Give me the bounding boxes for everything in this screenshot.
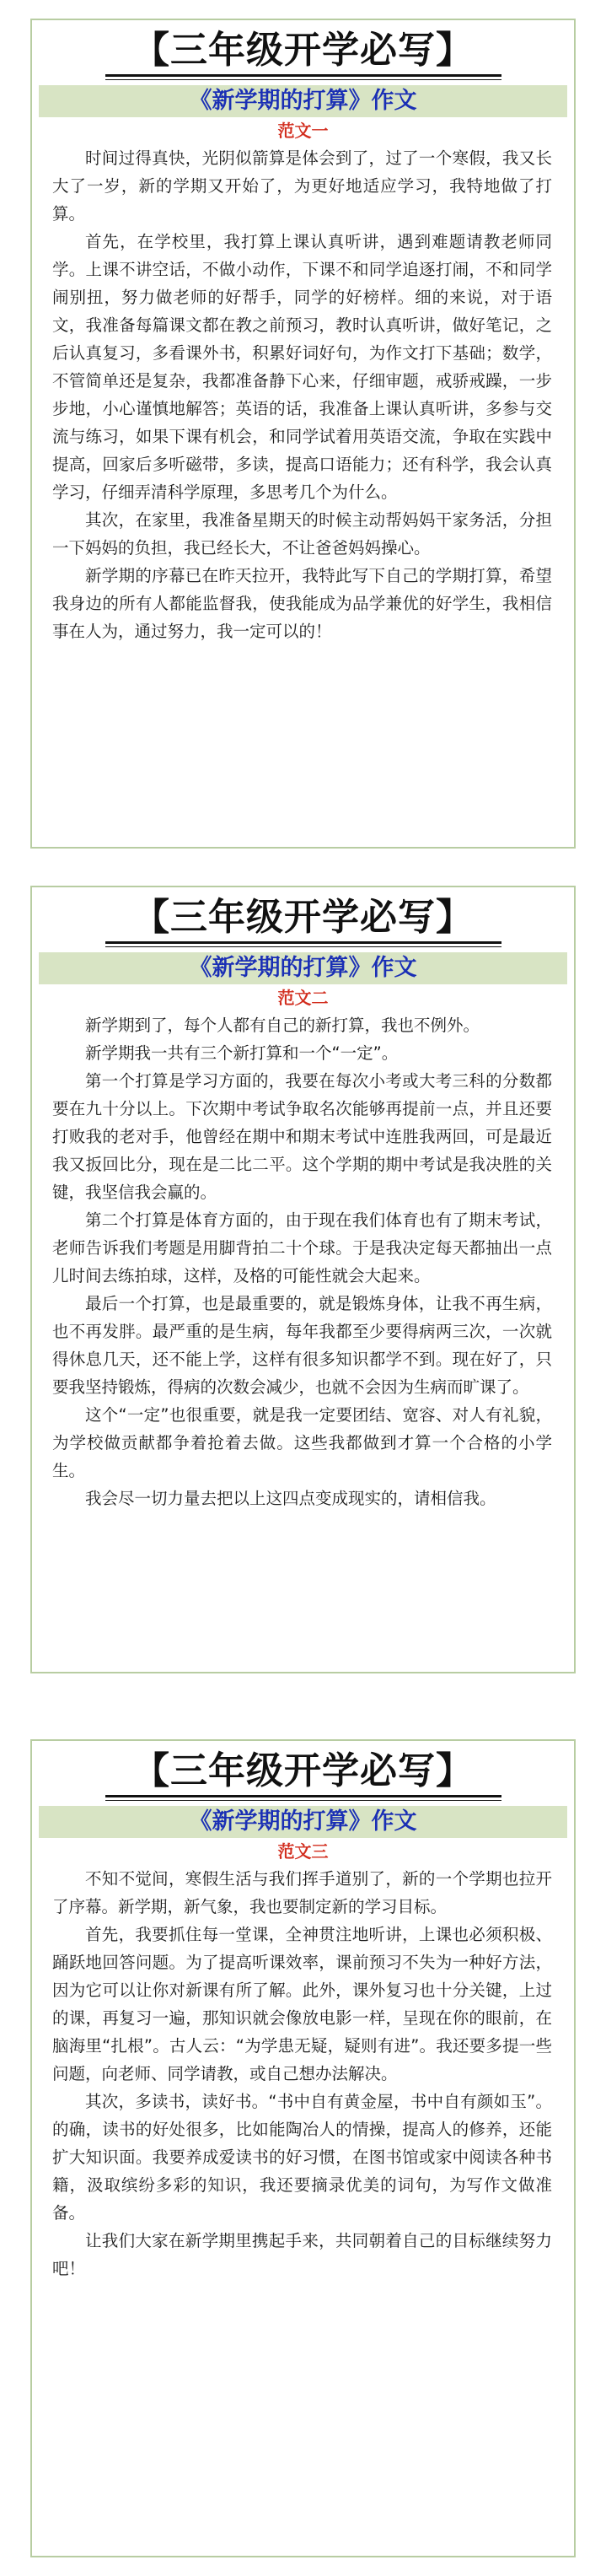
essay-body xyxy=(32,1865,574,2282)
paragraph: 时间过得真快，光阴似箭算是体会到了，过了一个寒假，我又长大了一岁，新的学期又开始了，为更好地适应学习，我特地做了打算。 xyxy=(52,148,552,224)
essay-subtitle: 《新学期的打算》作文 xyxy=(39,952,567,984)
paragraph: 其次，多读书，读好书。“书中自有黄金屋，书中自有颜如玉”。的确，读书的好处很多，比如能陶冶人的情操，提高人的修养，还能扩大知识面。我要养成爱读书的好习惯，在图书馆或家中阅读各种书籍，汲取缤纷多彩的知识，我还要摘录优美的词句，为写作文做准备。 xyxy=(52,2092,552,2223)
paragraph: 新学期的序幕已在昨天拉开，我特此写下自己的学期打算，希望我身边的所有人都能监督我，使我能成为品学兼优的好学生，我相信事在人为，通过努力，我一定可以的！ xyxy=(52,566,552,641)
essay-title: 【三年级开学必写】 xyxy=(132,29,474,72)
paragraph: 首先，在学校里，我打算上课认真听讲，遇到难题请教老师同学。上课不讲空话，不做小动作，下课不和同学追逐打闹，不和同学闹别扭，努力做老师的好帮手，同学的好榜样。细的来说，对于语文，我准备每篇课文都在教之前预习，教时认真听讲，做好笔记，之后认真复习，多看课外书，积累好词好句，为作文打下基础；数学，不管简单还是复杂，我都准备静下心来，仔细审题，戒骄戒躁，一步步地，小心谨慎地解答；英语的话，我准备上课认真听讲，多参与交流与练习，如果下课有机会，和同学试着用英语交流，争取在实践中提高，回家后多听磁带，多读，提高口语能力；还有科学，我会认真学习，仔细弄清科学原理，多思考几个为什么。 xyxy=(52,232,552,502)
essay-card-1 xyxy=(30,19,576,849)
essay-subtitle: 《新学期的打算》作文 xyxy=(39,85,567,117)
title-underline xyxy=(105,941,501,947)
paragraph: 新学期到了，每个人都有自己的新打算，我也不例外。 xyxy=(85,1016,480,1035)
essay-title: 【三年级开学必写】 xyxy=(132,896,474,939)
paragraph: 首先，我要抓住每一堂课，全神贯注地听讲，上课也必须积极、踊跃地回答问题。为了提高听课效率，课前预习不失为一种好方法，因为它可以让你对新课有所了解。此外，课外复习也十分关键，上过的课，再复习一遍，那知识就会像放电影一样，呈现在你的眼前，在脑海里“扎根”。古人云：“为学患无疑，疑则有进”。我还要多提一些问题，向老师、同学请教，或自己想办法解决。 xyxy=(52,1925,552,2083)
essay-title: 【三年级开学必写】 xyxy=(132,1749,474,1792)
sample-label: 范文二 xyxy=(277,988,329,1008)
essay-card-2 xyxy=(30,886,576,1673)
essay-card-3 xyxy=(30,1739,576,2557)
paragraph: 新学期我一共有三个新打算和一个“一定”。 xyxy=(85,1043,399,1063)
title-underline xyxy=(105,1795,501,1801)
sample-label: 范文三 xyxy=(277,1841,329,1862)
paragraph: 最后一个打算，也是最重要的，就是锻炼身体，让我不再生病，也不再发胖。最严重的是生病，每年我都至少要得病两三次，一次就得休息几天，还不能上学，这样有很多知识都学不到。现在好了，只要我坚持锻炼，得病的次数会减少，也就不会因为生病而旷课了。 xyxy=(52,1294,552,1397)
paragraph: 让我们大家在新学期里携起手来，共同朝着自己的目标继续努力吧！ xyxy=(52,2231,552,2278)
paragraph: 不知不觉间，寒假生活与我们挥手道别了，新的一个学期也拉开了序幕。新学期，新气象，我也要制定新的学习目标。 xyxy=(52,1869,552,1916)
paragraph: 这个“一定”也很重要，就是我一定要团结、宽容、对人有礼貌，为学校做贡献都争着抢着去做。这些我都做到才算一个合格的小学生。 xyxy=(52,1405,552,1480)
essay-subtitle: 《新学期的打算》作文 xyxy=(39,1806,567,1838)
paragraph: 第一个打算是学习方面的，我要在每次小考或大考三科的分数都要在九十分以上。下次期中考试争取名次能够再提前一点，并且还要打败我的老对手，他曾经在期中和期末考试中连胜我两回，可是最近我又扳回比分，现在是二比二平。这个学期的期中考试是我决胜的关键，我坚信我会赢的。 xyxy=(52,1071,552,1202)
sample-label: 范文一 xyxy=(277,121,329,141)
essay-body xyxy=(32,1011,574,1512)
paragraph: 第二个打算是体育方面的，由于现在我们体育也有了期末考试，老师告诉我们考题是用脚背拍二十个球。于是我决定每天都抽出一点儿时间去练拍球，这样，及格的可能性就会大起来。 xyxy=(52,1210,552,1285)
paragraph: 其次，在家里，我准备星期天的时候主动帮妈妈干家务活，分担一下妈妈的负担，我已经长大，不让爸爸妈妈操心。 xyxy=(52,510,552,558)
title-underline xyxy=(105,74,501,80)
paragraph: 我会尽一切力量去把以上这四点变成现实的，请相信我。 xyxy=(85,1489,496,1508)
essay-body xyxy=(32,144,574,645)
